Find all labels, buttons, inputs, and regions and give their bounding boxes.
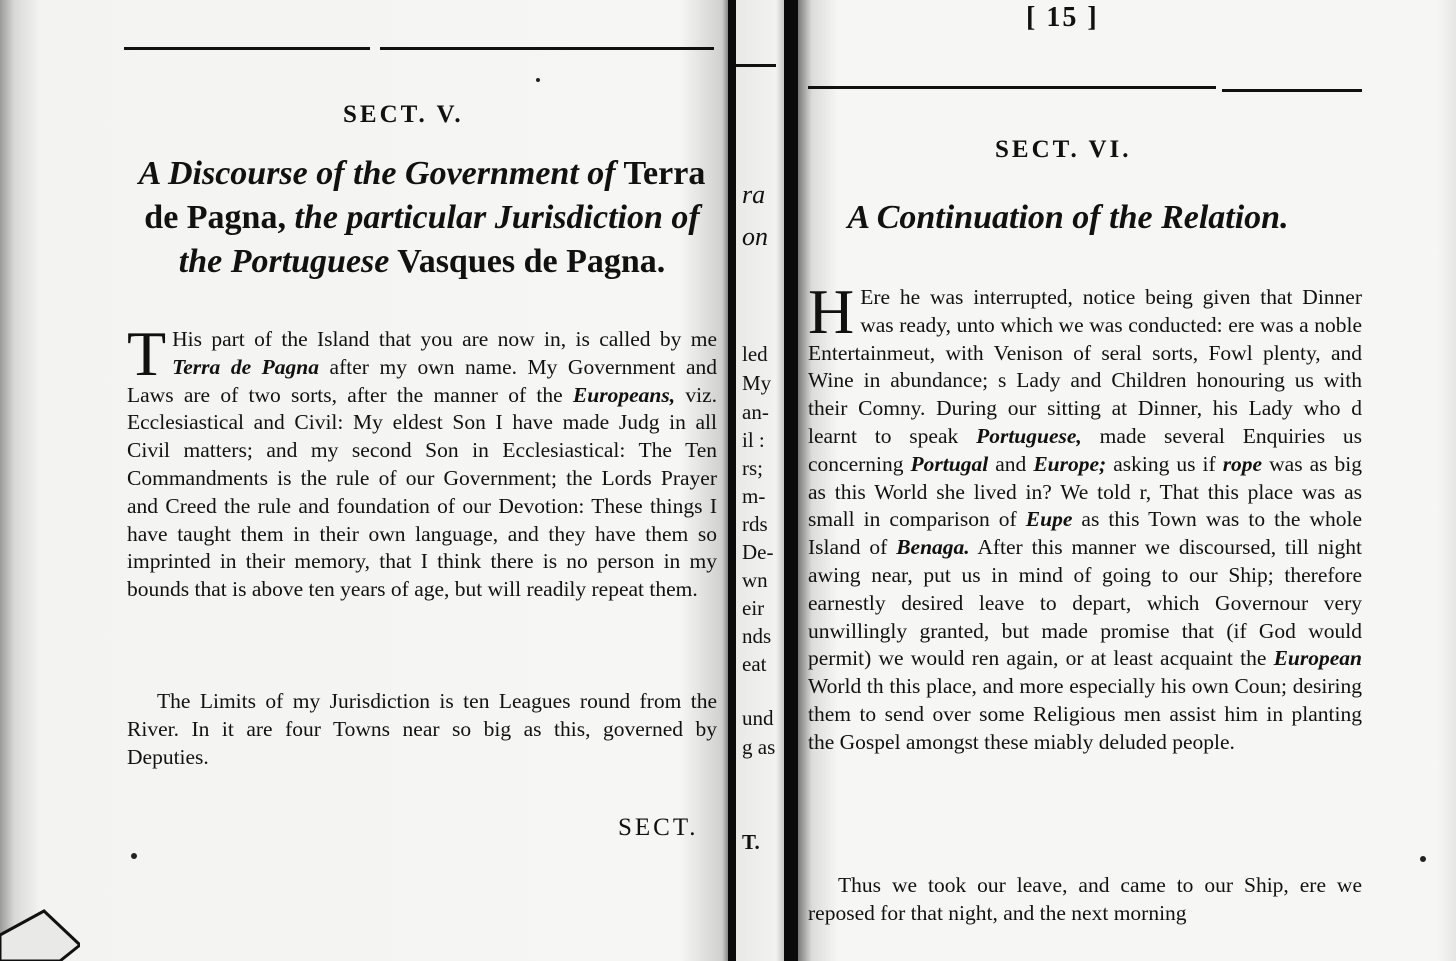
gutter-fragment: eir: [742, 596, 765, 620]
left-top-rule-2: [380, 47, 714, 50]
title-part-3: de Pagna,: [144, 199, 286, 236]
p1-emph-7: European: [1273, 646, 1362, 671]
p1-emph-1: Terra de Pagna: [172, 354, 319, 379]
gutter-fragment: rs;: [742, 456, 763, 480]
gutter-fragment: De-: [742, 540, 774, 564]
title-part-6: Vasques de Pagna.: [397, 243, 666, 280]
p1-segment-1: His part of the Island that you are now in, is called by me: [172, 327, 717, 351]
gutter-fragment: und: [742, 706, 774, 730]
gutter-fragment: eat: [742, 652, 767, 676]
section-v-paragraph-2: The Limits of my Jurisdiction is ten Leagues round from the River. In it are four Towns near so big as this, governed by Deputies.: [127, 689, 717, 769]
drop-cap-t: T: [127, 318, 167, 389]
section-vi-paragraph-2: Thus we took our leave, and came to our Ship, ere we reposed for that night, and the next morning: [808, 873, 1362, 925]
gutter-fragment: led: [742, 342, 768, 366]
ink-speck: [1420, 856, 1426, 862]
section-v-title: [122, 152, 722, 284]
p1-segment-5: was as big as this World she lived in? We told r, That this place was as small in comparison of: [808, 451, 1363, 532]
section-v-paragraph-1: [127, 318, 717, 604]
title-part-2: Terra: [623, 155, 706, 192]
p1-emph-3: Europe;: [1033, 451, 1107, 476]
title-part-4: the particular Jurisdiction: [294, 199, 663, 236]
right-top-rule-2: [1222, 89, 1362, 92]
left-top-rule-1: [124, 47, 370, 50]
section-vi-title-text: A Continuation of the Relation.: [847, 199, 1289, 236]
gutter-fragment: T.: [742, 830, 760, 854]
title-part-1: A Discourse of the Government of: [138, 155, 616, 192]
p1-emph-5: Eupe: [1025, 507, 1073, 532]
p1-segment-4: asking us if: [1113, 451, 1216, 476]
p1-segment-1: Ere he was interrupted, notice being given that Dinner was ready, unto which we was conducted: ere was a noble Entertainmeut, with Venison of seral sorts, Fowl plenty, and Wine in abundance; s Lady and Children honouring us with their Comny. During our sitting at Dinner, his Lady who d learnt to speak: [808, 285, 1362, 448]
drop-cap-h: H: [808, 276, 855, 347]
p1-emph-1: Portuguese,: [976, 423, 1082, 448]
p1-emph-2: Europeans,: [572, 382, 676, 407]
page-corner-curl: [0, 905, 80, 961]
right-page: [798, 0, 1456, 961]
p1-segment-8: World th this place, and more especially his own Coun; desiring them to send over some Religious men assist him in planting the Gospel amongst these miably deluded people.: [808, 674, 1362, 754]
gutter-fragment: wn: [742, 568, 768, 592]
gutter-fragment: on: [742, 222, 768, 251]
p1-emph-4: rope: [1222, 451, 1263, 476]
gutter-fragment: il :: [742, 428, 765, 452]
p1-segment-7: After this manner we discoursed, till night awing near, put us in mind of going to our Ship; therefore earnestly desired leave to depart, which Governour very unwillingly granted, but made promise that (if God would permit) we would ren again, or at least acquaint the: [808, 535, 1362, 671]
section-heading-v: SECT. V.: [343, 101, 464, 128]
ink-speck: [536, 78, 540, 82]
title-part-5: of the Portuguese: [178, 199, 700, 280]
p1-segment-6: as this Town was to the whole Island of: [808, 507, 1362, 560]
gutter-fragment: nds: [742, 624, 772, 648]
ink-speck: [131, 853, 137, 859]
p1-emph-6: Benaga.: [896, 535, 970, 560]
p1-segment-3: and: [995, 451, 1027, 476]
gutter-rule: [736, 64, 776, 67]
section-vi-title: [818, 196, 1318, 240]
p1-segment-2: made several Enquiries us concerning: [808, 423, 1363, 476]
right-top-rule-1: [808, 86, 1216, 89]
gutter-fragment: m-: [742, 484, 766, 508]
gutter-fragment: ra: [742, 180, 766, 209]
catchword: SECT.: [618, 814, 699, 841]
p1-segment-2: after my own name. My Government and Laws are of two sorts, after the manner of the: [127, 354, 717, 407]
gutter-fragment: rds: [742, 512, 768, 536]
p1-segment-3: viz. Ecclesiastical and Civil: My eldest Son I have made Judg in all Civil matters; and my second Son in Ecclesiastical: The Ten Commandments is the rule of our Government; the Lords Prayer and Creed the rule and foundation of our Devotion: These things I have taught them in their own language, and they have them so imprinted in their memory, that I think there is no person in my bounds that is above ten years of age, but will readily repeat them.: [127, 382, 717, 602]
section-vi-paragraph-1: [808, 276, 1363, 757]
gutter-fragment: g as: [742, 735, 776, 759]
binding-edge-left: [728, 0, 736, 961]
p1-emph-2: Portugal: [910, 451, 989, 476]
page-number: [ 15 ]: [1026, 2, 1099, 33]
section-heading-vi: SECT. VI.: [995, 136, 1132, 163]
gutter-fragment: an-: [742, 400, 769, 424]
gutter-fragment: My: [742, 371, 772, 395]
